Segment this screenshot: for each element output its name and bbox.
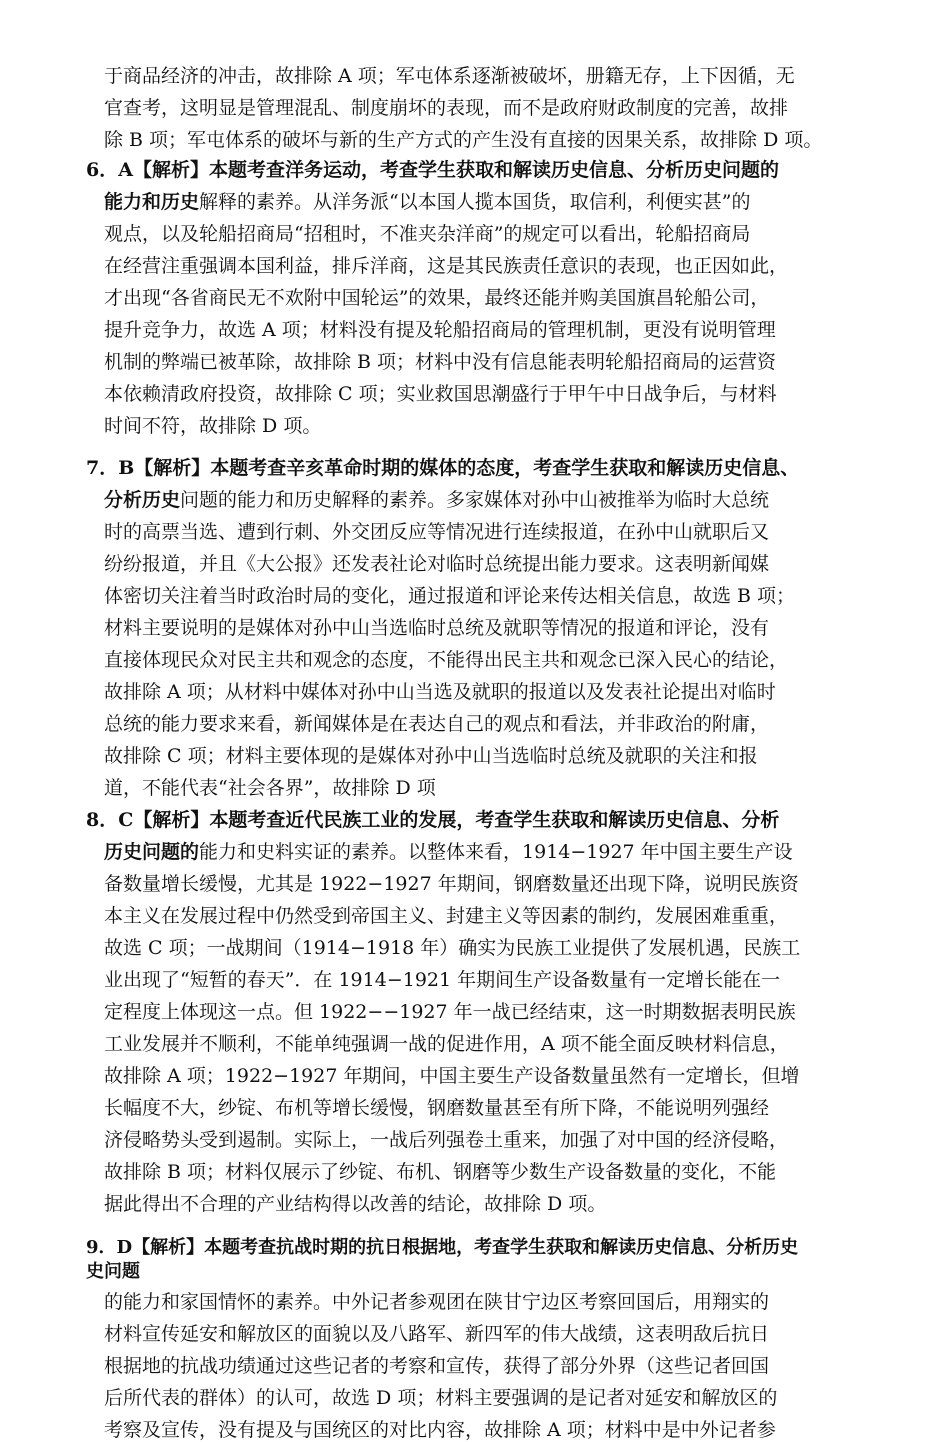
answer-6-line: 提升竞争力，故选 A 项；材料没有提及轮船招商局的管理机制，更没有说明管理 (104, 319, 776, 341)
answer-6-line: 本依赖清政府投资，故排除 C 项；实业救国思潮盛行于甲午中日战争后，与材料 (104, 383, 777, 405)
answer-8-line: 工业发展并不顺利，不能单纯强调一战的促进作用，A 项不能全面反映材料信息， (104, 1033, 789, 1055)
answer-6-bold-fragment: 能力和历史 (104, 191, 200, 213)
answer-9-heading: 9．D【解析】本题考查抗战时期的抗日根据地，考查学生获取和解读历史信息、分析历史 (86, 1237, 799, 1258)
answer-8-line: 定程度上体现这一点。但 1922−−1927 年一战已经结束，这一时期数据表明民族 (104, 1001, 796, 1023)
answer-8-line: 故排除 A 项；1922−1927 年期间，中国主要生产设备数量虽然有一定增长，但增 (104, 1065, 800, 1087)
answer-9-line: 材料宣传延安和解放区的面貌以及八路军、新四军的伟大战绩，这表明敌后抗日 (104, 1323, 770, 1345)
answer-6-line (104, 190, 750, 214)
answer-7-heading: 7．B【解析】本题考查辛亥革命时期的媒体的态度，考查学生获取和解读历史信息、 (86, 457, 800, 479)
answer-9-line: 后所代表的群体）的认可，故选 D 项；材料主要强调的是记者对延安和解放区的 (104, 1387, 778, 1409)
answer-6-line: 才出现“各省商民无不欢附中国轮运”的效果，最终还能并购美国旗昌轮船公司， (104, 287, 770, 309)
answer-7-fragment: 问题的能力和历史解释的素养。多家媒体对孙中山被推举为临时大总统 (180, 489, 770, 511)
answer-8-bold-fragment: 历史问题的 (104, 841, 200, 863)
answer-8-line: 业出现了“短暂的春天”．在 1914−1921 年期间生产设备数量有一定增长能在一 (104, 969, 781, 991)
answer-7-line: 体密切关注着当时政治时局的变化，通过报道和评论来传达相关信息，故选 B 项； (104, 585, 796, 607)
answer-8-fragment: 能力和史料实证的素养。以整体来看，1914−1927 年中国主要生产设 (199, 841, 793, 863)
answer-9-line: 考察及宣传，没有提及与国统区的对比内容，故排除 A 项；材料中是中外记者参 (104, 1419, 776, 1441)
answer-7-line: 时的高票当选、遭到行刺、外交团反应等情况进行连续报道，在孙中山就职后又 (104, 521, 770, 543)
answer-8-line: 本主义在发展过程中仍然受到帝国主义、封建主义等因素的制约，发展困难重重， (104, 905, 789, 927)
answer-5-line: 除 B 项；军屯体系的破坏与新的生产方式的产生没有直接的因果关系，故排除 D 项。 (104, 129, 823, 151)
answer-8-line: 备数量增长缓慢，尤其是 1922−1927 年期间，钢磨数量还出现下降，说明民族资 (104, 873, 799, 895)
answer-7-line: 材料主要说明的是媒体对孙中山当选临时总统及就职等情况的报道和评论，没有 (104, 617, 770, 639)
answer-9-heading-continued: 史问题 (86, 1261, 140, 1282)
answer-7-line: 故排除 A 项；从材料中媒体对孙中山当选及就职的报道以及发表社论提出对临时 (104, 681, 776, 703)
answer-7-line: 总统的能力要求来看，新闻媒体是在表达自己的观点和看法，并非政治的附庸， (104, 713, 770, 735)
answer-9-line: 根据地的抗战功绩通过这些记者的考察和宣传，获得了部分外界（这些记者回国 (104, 1355, 770, 1377)
answer-6-line: 时间不符，故排除 D 项。 (104, 415, 322, 437)
answer-8-line: 故选 C 项；一战期间（1914−1918 年）确实为民族工业提供了发展机遇，民族工 (104, 937, 801, 959)
answer-8-heading: 8．C【解析】本题考查近代民族工业的发展，考查学生获取和解读历史信息、分析 (86, 809, 780, 831)
answer-6-heading: 6．A【解析】本题考查洋务运动，考查学生获取和解读历史信息、分析历史问题的 (86, 159, 779, 181)
answer-8-line (104, 840, 793, 864)
answer-6-line: 观点，以及轮船招商局“招租时，不准夹杂洋商”的规定可以看出，轮船招商局 (104, 223, 751, 245)
answer-9-line: 的能力和家国情怀的素养。中外记者参观团在陕甘宁边区考察回国后，用翔实的 (104, 1291, 770, 1313)
answer-6-line: 在经营注重强调本国利益，排斥洋商，这是其民族责任意识的表现，也正因如此， (104, 255, 789, 277)
answer-7-line: 纷纷报道，并且《大公报》还发表社论对临时总统提出能力要求。这表明新闻媒 (104, 553, 770, 575)
answer-8-line: 济侵略势头受到遏制。实际上，一战后列强卷土重来，加强了对中国的经济侵略， (104, 1129, 789, 1151)
answer-7-bold-fragment: 分析历史 (104, 489, 181, 511)
answer-7-line (104, 488, 769, 512)
answer-8-line: 据此得出不合理的产业结构得以改善的结论，故排除 D 项。 (104, 1193, 607, 1215)
answer-6-line: 机制的弊端已被革除，故排除 B 项；材料中没有信息能表明轮船招商局的运营资 (104, 351, 777, 373)
answer-6-fragment: 解释的素养。从洋务派“以本国人揽本国货，取信利，利便实甚”的 (199, 191, 751, 213)
answer-7-line: 道，不能代表“社会各界”，故排除 D 项 (104, 777, 436, 799)
answer-7-line: 直接体现民众对民主共和观念的态度，不能得出民主共和观念已深入民心的结论， (104, 649, 789, 671)
answer-8-line: 长幅度不大，纱锭、布机等增长缓慢，钢磨数量甚至有所下降，不能说明列强经 (104, 1097, 770, 1119)
answer-8-line: 故排除 B 项；材料仅展示了纱锭、布机、钢磨等少数生产设备数量的变化，不能 (104, 1161, 777, 1183)
answer-7-line: 故排除 C 项；材料主要体现的是媒体对孙中山当选临时总统及就职的关注和报 (104, 745, 758, 767)
answer-5-line: 官查考，这明显是管理混乱、制度崩坏的表现，而不是政府财政制度的完善，故排 (104, 97, 789, 119)
answer-5-line: 于商品经济的冲击，故排除 A 项；军屯体系逐渐被破坏，册籍无存，上下因循，无 (104, 65, 795, 87)
